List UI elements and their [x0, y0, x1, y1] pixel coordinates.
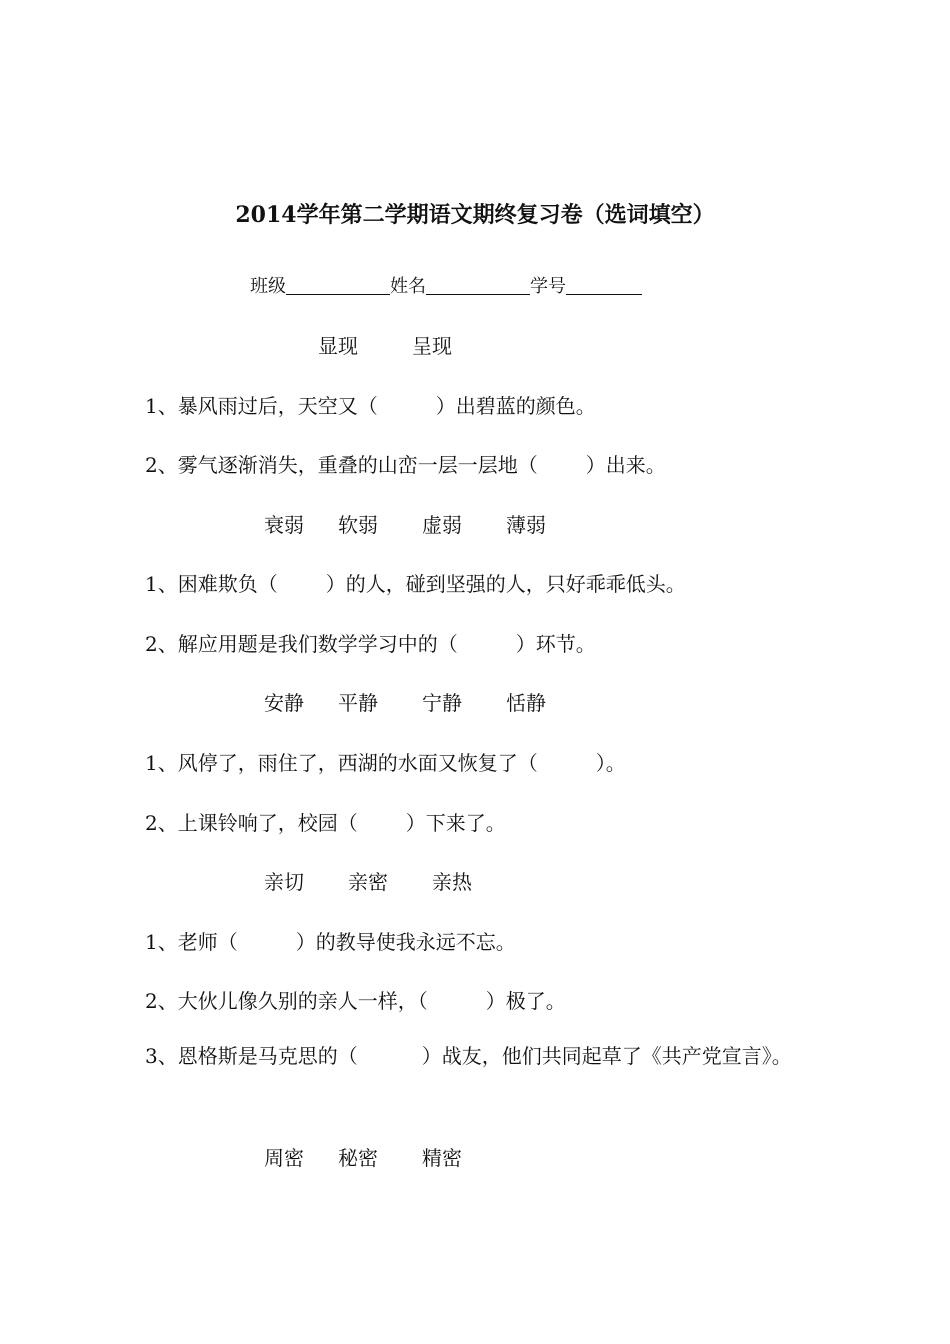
question-number: 1、	[145, 930, 178, 954]
word-options-group-5	[264, 1142, 462, 1171]
question-number: 1、	[145, 572, 178, 596]
question-g1-2	[145, 449, 666, 478]
word-option: 平静	[338, 691, 378, 715]
question-text-after: ）出来。	[585, 453, 666, 477]
question-text-before: 老师（	[177, 930, 238, 954]
page-title: 2014学年第二学期语文期终复习卷（选词填空）	[235, 202, 715, 228]
question-text-after: ）下来了。	[405, 811, 506, 835]
word-options-group-4	[264, 866, 472, 895]
question-text-after: ）极了。	[485, 989, 566, 1013]
number-blank[interactable]	[566, 276, 642, 295]
question-number: 2、	[145, 989, 178, 1013]
word-option: 显现	[318, 334, 358, 358]
question-g2-1	[145, 568, 686, 597]
word-options-group-3	[264, 687, 546, 716]
word-option: 软弱	[338, 513, 378, 537]
student-info-line	[250, 272, 642, 298]
question-text-before: 上课铃响了，校园（	[177, 811, 358, 835]
word-option: 亲切	[264, 870, 304, 894]
class-blank[interactable]	[286, 276, 390, 295]
word-option: 精密	[422, 1146, 462, 1170]
word-option: 恬静	[506, 691, 546, 715]
question-text-after: ）的人，碰到坚强的人，只好乖乖低头。	[325, 572, 686, 596]
word-option: 宁静	[422, 691, 462, 715]
word-option: 虚弱	[422, 513, 462, 537]
question-number: 1、	[145, 751, 178, 775]
question-text-after: ）的教导使我永远不忘。	[295, 930, 516, 954]
question-g3-2	[145, 807, 506, 836]
question-g2-2	[145, 628, 596, 657]
question-g4-1	[145, 926, 516, 955]
word-options-group-1	[318, 330, 452, 359]
question-text-before: 困难欺负（	[177, 572, 278, 596]
question-number: 3、	[145, 1044, 178, 1068]
question-text-before: 雾气逐渐消失，重叠的山峦一层一层地（	[177, 453, 538, 477]
question-number: 2、	[145, 811, 178, 835]
word-option: 亲密	[348, 870, 388, 894]
question-number: 2、	[145, 632, 178, 656]
name-blank[interactable]	[426, 276, 530, 295]
question-text-before: 大伙儿像久别的亲人一样，（	[177, 989, 428, 1013]
question-g4-2	[145, 985, 566, 1014]
word-option: 呈现	[412, 334, 452, 358]
question-text-after: ）。	[595, 751, 626, 775]
question-g4-3	[145, 1038, 805, 1075]
word-option: 秘密	[338, 1146, 378, 1170]
question-g3-1	[145, 747, 626, 776]
question-text-before: 风停了，雨住了，西湖的水面又恢复了（	[177, 751, 538, 775]
question-number: 1、	[145, 394, 178, 418]
number-label: 学号	[530, 276, 566, 297]
question-number: 2、	[145, 453, 178, 477]
class-label: 班级	[250, 276, 286, 297]
question-text-before: 恩格斯是马克思的（	[177, 1044, 358, 1068]
word-option: 薄弱	[506, 513, 546, 537]
question-text-after: ）战友，他们共同起草了《共产党宣言》。	[421, 1044, 792, 1068]
question-g1-1	[145, 390, 596, 419]
word-option: 周密	[264, 1146, 304, 1170]
question-text-before: 解应用题是我们数学学习中的（	[177, 632, 458, 656]
word-options-group-2	[264, 509, 546, 538]
question-text-after: ）出碧蓝的颜色。	[435, 394, 596, 418]
question-text-before: 暴风雨过后，天空又（	[177, 394, 378, 418]
word-option: 衰弱	[264, 513, 304, 537]
question-text-after: ）环节。	[515, 632, 596, 656]
name-label: 姓名	[390, 276, 426, 297]
word-option: 安静	[264, 691, 304, 715]
word-option: 亲热	[432, 870, 472, 894]
